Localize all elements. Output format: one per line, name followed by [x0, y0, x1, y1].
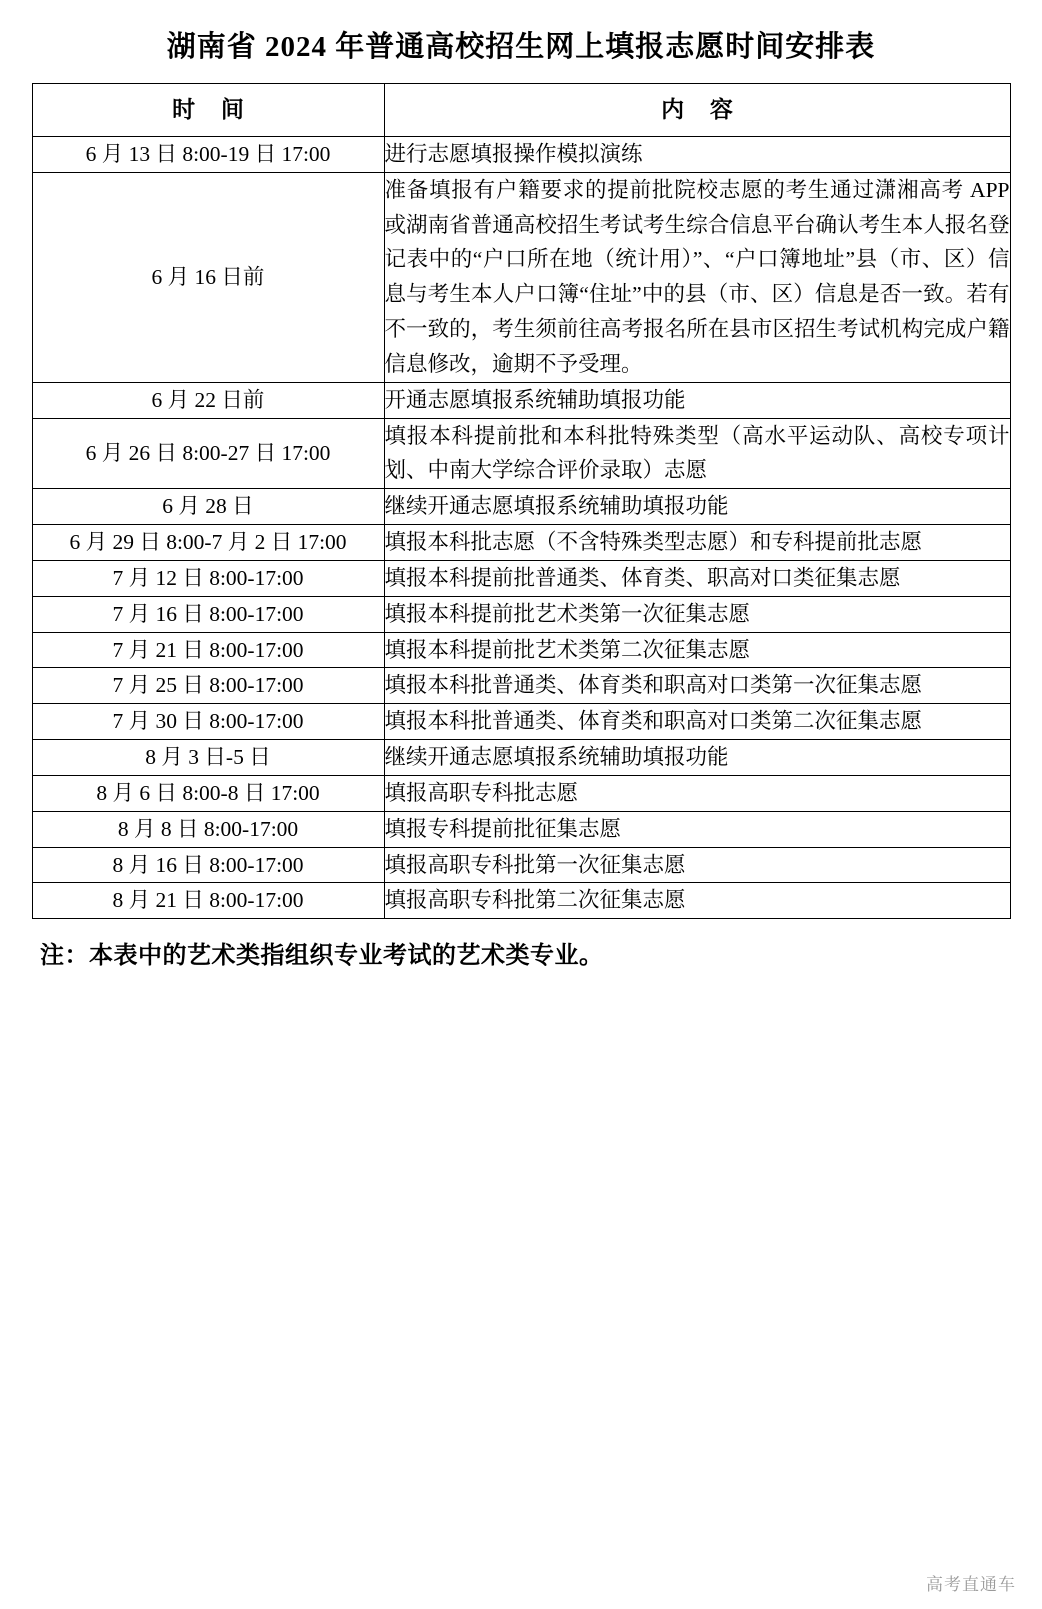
cell-content-text: 填报高职专科批第二次征集志愿 [384, 888, 686, 913]
cell-content-text: 填报本科提前批普通类、体育类、职高对口类征集志愿 [384, 565, 901, 590]
cell-content [384, 668, 1010, 704]
cell-content-text: 进行志愿填报操作模拟演练 [384, 142, 643, 166]
cell-content-text: 继续开通志愿填报系统辅助填报功能 [384, 745, 729, 770]
cell-time: 7 月 16 日 8:00-17:00 [32, 596, 384, 632]
cell-content [384, 596, 1010, 632]
column-header-time: 时 间 [32, 84, 384, 137]
table-body [32, 137, 1010, 919]
cell-content [384, 137, 1010, 173]
cell-content-text: 填报本科批普通类、体育类和职高对口类第一次征集志愿 [384, 673, 923, 698]
cell-content [384, 704, 1010, 740]
table-row [32, 668, 1010, 704]
table-row [32, 382, 1010, 418]
cell-content-text: 填报高职专科批志愿 [384, 780, 579, 805]
cell-content [384, 560, 1010, 596]
cell-content-text: 填报专科提前批征集志愿 [384, 816, 622, 841]
cell-content [384, 632, 1010, 668]
cell-content-text: 开通志愿填报系统辅助填报功能 [384, 387, 686, 412]
cell-content [384, 740, 1010, 776]
cell-content [384, 775, 1010, 811]
cell-time: 6 月 26 日 8:00-27 日 17:00 [32, 418, 384, 489]
cell-time: 6 月 29 日 8:00-7 月 2 日 17:00 [32, 525, 384, 561]
cell-content-text: 填报高职专科批第一次征集志愿 [384, 852, 686, 877]
cell-time: 8 月 21 日 8:00-17:00 [32, 883, 384, 919]
column-header-content: 内 容 [384, 84, 1010, 137]
cell-time: 6 月 16 日前 [32, 172, 384, 382]
cell-content [384, 847, 1010, 883]
page-title: 湖南省 2024 年普通高校招生网上填报志愿时间安排表 [166, 31, 876, 63]
cell-time: 7 月 25 日 8:00-17:00 [32, 668, 384, 704]
table-row [32, 596, 1010, 632]
cell-time: 8 月 8 日 8:00-17:00 [32, 811, 384, 847]
table-row [32, 740, 1010, 776]
cell-content [384, 811, 1010, 847]
cell-time: 7 月 30 日 8:00-17:00 [32, 704, 384, 740]
cell-time: 7 月 21 日 8:00-17:00 [32, 632, 384, 668]
cell-content [384, 883, 1010, 919]
cell-content-text: 填报本科提前批和本科批特殊类型（高水平运动队、高校专项计划、中南大学综合评价录取）志愿 [384, 423, 1010, 483]
cell-content [384, 172, 1010, 382]
table-row [32, 418, 1010, 489]
cell-content [384, 418, 1010, 489]
cell-content-text: 填报本科提前批艺术类第二次征集志愿 [384, 637, 751, 662]
cell-content-text: 填报本科批志愿（不含特殊类型志愿）和专科提前批志愿 [384, 530, 923, 555]
table-row [32, 883, 1010, 919]
cell-content [384, 525, 1010, 561]
table-row [32, 847, 1010, 883]
watermark-label: 高考直通车 [926, 1575, 1016, 1594]
cell-time: 8 月 3 日-5 日 [32, 740, 384, 776]
cell-time: 8 月 6 日 8:00-8 日 17:00 [32, 775, 384, 811]
table-row [32, 137, 1010, 173]
table-row [32, 525, 1010, 561]
cell-content [384, 489, 1010, 525]
table-row [32, 560, 1010, 596]
cell-time: 6 月 22 日前 [32, 382, 384, 418]
cell-time: 6 月 28 日 [32, 489, 384, 525]
schedule-table [32, 83, 1011, 919]
cell-content-text: 继续开通志愿填报系统辅助填报功能 [384, 494, 729, 519]
cell-time: 6 月 13 日 8:00-19 日 17:00 [32, 137, 384, 173]
table-row [32, 775, 1010, 811]
table-row [32, 172, 1010, 382]
cell-content-text: 填报本科提前批艺术类第一次征集志愿 [384, 601, 751, 626]
cell-content-text: 准备填报有户籍要求的提前批院校志愿的考生通过潇湘高考 APP 或湖南省普通高校招生考试考生综合信息平台确认考生本人报名登记表中的“户口所在地（统计用）”、“户口簿地址”县（市、区）信息与考生本人户口簿“住址”中的县（市、区）信息是否一致。若有不一致的，考生须前往高考报名所在县市区招生考试机构完成户籍信息修改，逾期不予受理。 [384, 177, 1010, 376]
cell-content-text: 填报本科批普通类、体育类和职高对口类第二次征集志愿 [384, 709, 923, 734]
table-row [32, 632, 1010, 668]
table-note: 注：本表中的艺术类指组织专业考试的艺术类专业。 [40, 943, 604, 970]
cell-content [384, 382, 1010, 418]
cell-time: 7 月 12 日 8:00-17:00 [32, 560, 384, 596]
table-header-row [32, 84, 1010, 137]
table-row [32, 811, 1010, 847]
cell-time: 8 月 16 日 8:00-17:00 [32, 847, 384, 883]
table-row [32, 704, 1010, 740]
table-row [32, 489, 1010, 525]
